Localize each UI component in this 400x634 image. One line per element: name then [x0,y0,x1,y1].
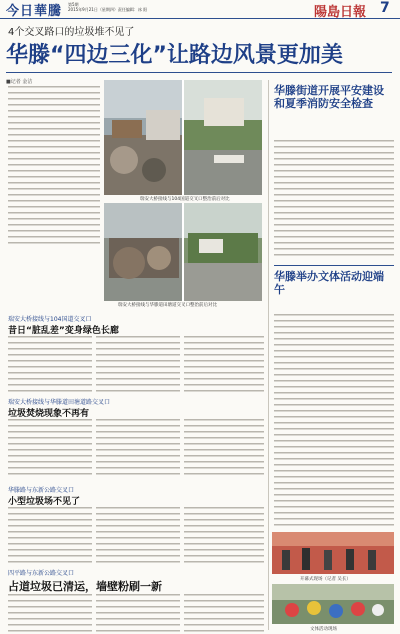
section-4-text-c [184,594,264,632]
section-3-title: 小型垃圾场不见了 [8,497,81,507]
section-2-text-c [184,419,264,479]
section-4-kicker: 四平路与东新公路交叉口 [8,570,75,577]
section-1-text-c [184,336,264,392]
right-divider [274,265,394,266]
section-1-title: 昔日“脏乱差”变身绿色长廊 [8,326,119,336]
section-1-text-b [96,336,180,392]
section-3-text [8,507,92,563]
newspaper-logo: 陽島日報 [314,5,367,20]
section-1-kicker: 瑞安大桥接线与104国道交叉口 [8,316,92,323]
right-photo-1 [272,532,394,574]
section-3-text-b [96,507,180,563]
right-story-2-title: 华滕举办文体活动迎端午 [274,270,384,296]
section-4-text [8,594,92,632]
right-story-1-text [274,140,394,260]
right-photo-1-caption: 开幕式现场（记者 吴长） [300,577,351,582]
headline-rule [6,72,392,73]
section-title: 今日華騰 [6,4,63,19]
headline-title: 华滕“四边三化”让路边风景更加美 [6,43,343,68]
issue-date [68,2,158,12]
section-2-text [8,419,92,479]
date-line: 2015年9月21日（星期四）责任编辑：冰 阳 [68,7,148,12]
byline: ■记者 金洁 [6,79,33,85]
headline-kicker: 4个交叉路口的垃圾堆不见了 [8,27,135,38]
section-4-title: 占道垃圾已清运，墙壁粉刷一新 [8,580,162,593]
right-story-2-text [274,314,394,528]
issue-line: 第5期 [68,2,79,7]
section-3-kicker: 华滕路与东新公路交叉口 [8,487,75,494]
photo-before-after-top [104,80,262,195]
section-2-kicker: 瑞安大桥接线与华滕道田塘道路交叉口 [8,399,111,406]
section-3-text-c [184,507,264,563]
right-photo-2 [272,584,394,624]
section-1-text [8,336,92,392]
photo-bottom-caption: 瑞安大桥接线与华滕道田塘道交叉口整治前后对比 [118,303,217,308]
right-photo-2-caption: 文体活动现场 [310,627,337,632]
section-2-title: 垃圾焚烧现象不再有 [8,409,90,419]
column-divider [268,80,269,630]
photo-before-after-bottom [104,203,262,301]
page-number: 7 [380,0,390,16]
intro-text-block [8,86,100,248]
section-2-text-b [96,419,180,479]
section-4-text-b [96,594,180,632]
right-story-1-title: 华滕街道开展平安建设和夏季消防安全检查 [274,84,384,110]
photo-top-caption: 瑞安大桥接线与104国道交叉口整治前后对比 [140,197,230,202]
